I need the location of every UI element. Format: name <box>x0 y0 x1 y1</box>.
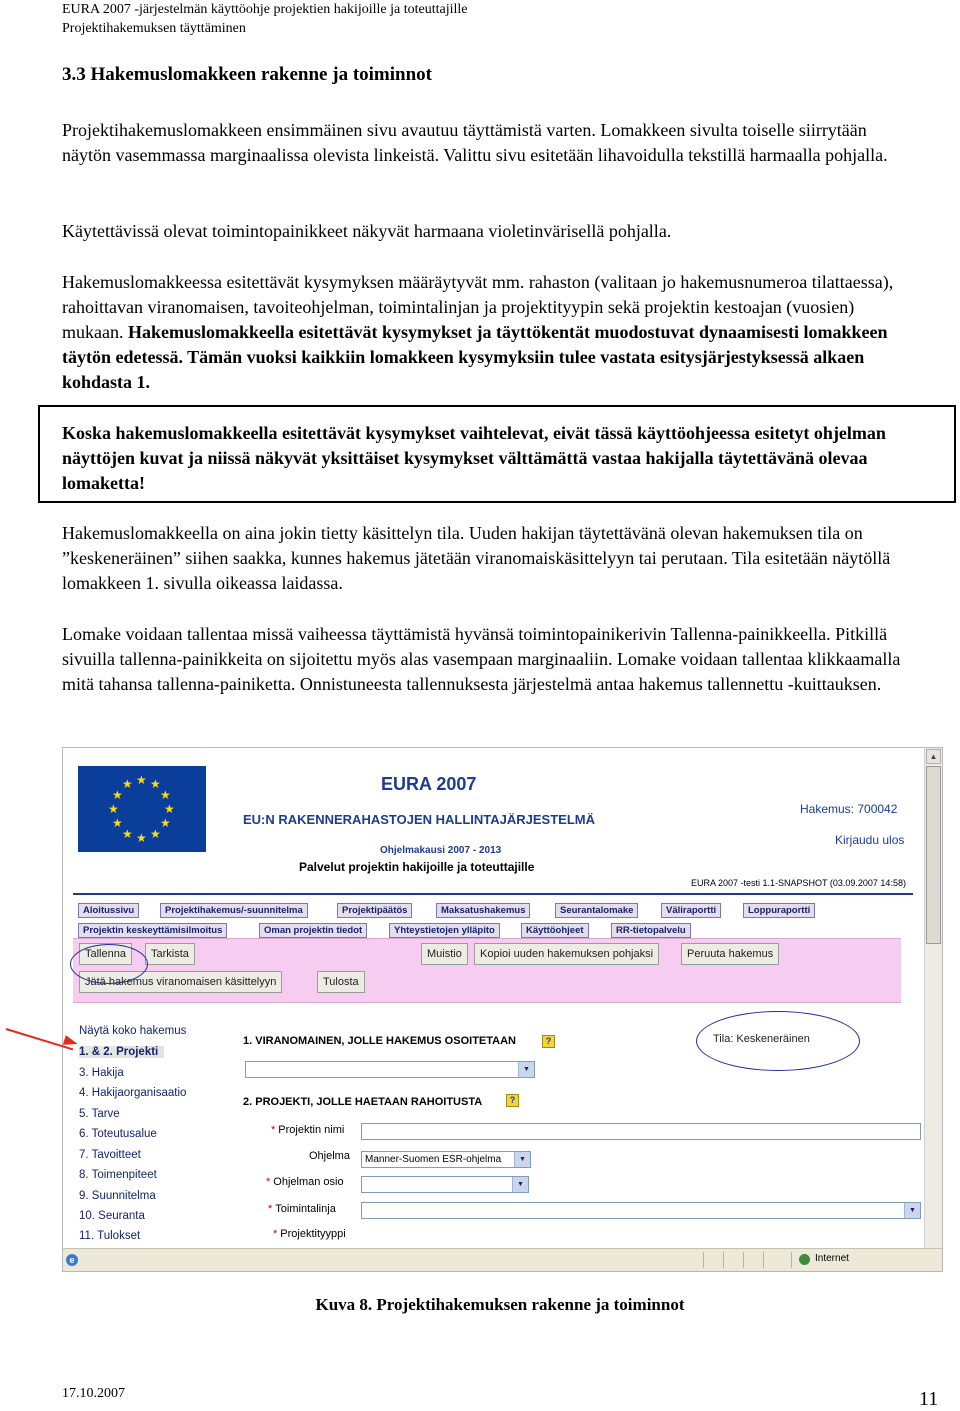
application-screenshot <box>62 747 943 1272</box>
program-select[interactable] <box>361 1151 531 1168</box>
sidebar-item-toimenpiteet[interactable]: 8. Toimenpiteet <box>79 1169 157 1181</box>
eu-star: ★ <box>164 802 175 816</box>
header-line-1: EURA 2007 -järjestelmän käyttöohje projektien hakijoille ja toteuttajille <box>62 2 468 17</box>
required-mark: * <box>273 1228 278 1240</box>
sidebar-item-seuranta[interactable]: 10. Seuranta <box>79 1210 145 1222</box>
authority-select[interactable] <box>245 1061 535 1078</box>
check-button[interactable]: Tarkista <box>145 943 195 965</box>
browser-statusbar <box>63 1248 942 1271</box>
project-type-label <box>273 1228 346 1240</box>
services-subtitle: Palvelut projektin hakijoille ja toteuttajille <box>299 860 535 874</box>
eu-star: ★ <box>136 831 147 845</box>
nav-rr-tietopalvelu[interactable]: RR-tietopalvelu <box>611 923 691 938</box>
sidebar-item-hakijaorganisaatio[interactable]: 4. Hakijaorganisaatio <box>79 1087 187 1099</box>
paragraph-3-normal: Hakemuslomakkeessa esitettävät kysymyksen määräytyvät mm. rahaston (valitaan jo hakemusnumeroa tilattaessa), rahoittavan viranomaisen, tavoiteohjelman, toimintalinjan ja projektityypin sekä projektin kestoajan (vuosien) mukaan. <box>62 272 894 342</box>
program-select-value: Manner-Suomen ESR-ohjelma <box>365 1154 502 1165</box>
project-type-text: Projektityyppi <box>280 1228 346 1240</box>
program-part-label <box>266 1176 344 1188</box>
nav-oman-projektin-tiedot[interactable]: Oman projektin tiedot <box>259 923 367 938</box>
application-status: Tila: Keskeneräinen <box>713 1033 810 1045</box>
sidebar-item-toteutusalue[interactable]: 6. Toteutusalue <box>79 1128 157 1140</box>
globe-icon <box>799 1254 810 1265</box>
page-number: 11 <box>919 1388 939 1410</box>
system-title: EU:N RAKENNERAHASTOJEN HALLINTAJÄRJESTELMÄ <box>243 812 595 827</box>
eu-star: ★ <box>122 777 133 791</box>
statusbar-cell <box>791 1252 792 1268</box>
warning-box <box>38 405 956 503</box>
sidebar-show-all[interactable]: Näytä koko hakemus <box>79 1025 187 1037</box>
sidebar-item-suunnitelma[interactable]: 9. Suunnitelma <box>79 1190 156 1202</box>
annotation-circle-save <box>70 944 148 984</box>
print-button[interactable]: Tulosta <box>317 971 365 993</box>
sidebar-item-tavoitteet[interactable]: 7. Tavoitteet <box>79 1149 141 1161</box>
nav-seurantalomake[interactable]: Seurantalomake <box>555 903 638 918</box>
eu-star: ★ <box>112 788 123 802</box>
paragraph-1: Projektihakemuslomakkeen ensimmäinen sivu avautuu täyttämistä varten. Lomakkeen sivulta toiselle siirrytään näytön vasemmassa marginaalissa olevista linkeistä. Valittu sivu esitetään lihavoidulla tekstillä harmaalla pohjalla. <box>62 120 888 165</box>
program-part-select[interactable] <box>361 1176 529 1193</box>
section-title: 3.3 Hakemuslomakkeen rakenne ja toiminnot <box>62 64 432 85</box>
paragraph-5: Lomake voidaan tallentaa missä vaiheessa täyttämistä hyvänsä toimintopainikerivin Tallenna-painikkeella. Pitkillä sivuilla tallenna-painikkeita on sijoitettu myös alas vasempaan marginaaliin. Lomake voidaan tallentaa klikkaamalla mitä tahansa tallenna-painiketta. Onnistuneesta tallennuksesta järjestelmä antaa hakemus tallennettu -kuittauksen. <box>62 624 901 694</box>
eu-star: ★ <box>112 816 123 830</box>
logout-link[interactable]: Kirjaudu ulos <box>835 833 905 847</box>
chevron-down-icon: ▼ <box>518 1062 534 1077</box>
eu-star: ★ <box>150 777 161 791</box>
statusbar-cell <box>723 1252 724 1268</box>
submit-application-button[interactable]: Jätä hakemus viranomaisen käsittelyyn <box>79 971 282 993</box>
document-header <box>62 0 468 38</box>
nav-valiraportti[interactable]: Väliraportti <box>661 903 721 918</box>
sidebar-item-tulokset[interactable]: 11. Tulokset <box>79 1230 141 1242</box>
version-info: EURA 2007 -testi 1.1-SNAPSHOT (03.09.2007 14:58) <box>691 878 906 888</box>
required-mark: * <box>266 1176 271 1188</box>
nav-kayttoohjeet[interactable]: Käyttöohjeet <box>521 923 589 938</box>
project-name-input[interactable] <box>361 1123 921 1140</box>
cancel-application-button[interactable]: Peruuta hakemus <box>681 943 779 965</box>
help-icon[interactable]: ? <box>506 1094 519 1107</box>
section-1-title: 1. VIRANOMAINEN, JOLLE HAKEMUS OSOITETAAN <box>243 1035 516 1047</box>
sidebar-item-projekti[interactable]: 1. & 2. Projekti <box>79 1046 164 1058</box>
statusbar-cell <box>763 1252 764 1268</box>
copy-application-button[interactable]: Kopioi uuden hakemuksen pohjaksi <box>474 943 659 965</box>
scrollbar-thumb[interactable] <box>926 766 941 944</box>
eu-star: ★ <box>108 802 119 816</box>
nav-loppuraportti[interactable]: Loppuraportti <box>743 903 815 918</box>
eu-star: ★ <box>136 773 147 787</box>
help-icon[interactable]: ? <box>542 1035 555 1048</box>
chevron-down-icon: ▼ <box>904 1203 920 1218</box>
eu-flag <box>78 766 206 852</box>
priority-axis-select[interactable] <box>361 1202 921 1219</box>
header-line-2: Projektihakemuksen täyttäminen <box>62 21 246 36</box>
program-part-text: Ohjelman osio <box>273 1176 344 1188</box>
required-mark: * <box>271 1124 276 1136</box>
nav-keskeyttamisilmoitus[interactable]: Projektin keskeyttämisilmoitus <box>78 923 227 938</box>
eu-star: ★ <box>160 816 171 830</box>
statusbar-cell <box>743 1252 744 1268</box>
program-period: Ohjelmakausi 2007 - 2013 <box>380 845 502 856</box>
security-zone-label: Internet <box>815 1253 849 1264</box>
scroll-up-icon[interactable]: ▲ <box>926 749 941 764</box>
project-name-text: Projektin nimi <box>278 1124 345 1136</box>
priority-axis-label <box>268 1203 336 1215</box>
required-mark: * <box>268 1203 273 1215</box>
paragraph-2: Käytettävissä olevat toimintopainikkeet näkyvät harmaana violetinvärisellä pohjalla. <box>62 221 672 241</box>
chevron-down-icon: ▼ <box>514 1152 530 1167</box>
sidebar-item-tarve[interactable]: 5. Tarve <box>79 1108 120 1120</box>
annotation-circle-status <box>696 1011 860 1071</box>
paragraph-4: Hakemuslomakkeella on aina jokin tietty käsittelyn tila. Uuden hakijan täytettävänä olevan hakemuksen tila on ”keskeneräinen” siihen saakka, kunnes hakemus jätetään viranomaiskäsittelyyn tai perutaan. Tila esitetään näytöllä lomakkeen 1. sivulla oikeassa laidassa. <box>62 523 891 593</box>
app-title: EURA 2007 <box>381 774 477 794</box>
header-divider <box>73 893 913 895</box>
project-name-label <box>271 1124 344 1136</box>
vertical-scrollbar[interactable] <box>924 748 942 1248</box>
nav-yhteystietojen-yllapito[interactable]: Yhteystietojen ylläpito <box>389 923 500 938</box>
application-number: Hakemus: 700042 <box>800 802 898 816</box>
paragraph-3 <box>62 270 912 395</box>
nav-aloitussivu[interactable]: Aloitussivu <box>78 903 139 918</box>
action-bar <box>73 938 901 1003</box>
nav-maksatushakemus[interactable]: Maksatushakemus <box>436 903 530 918</box>
nav-projektipaatos[interactable]: Projektipäätös <box>337 903 412 918</box>
ie-page-icon: e <box>66 1254 78 1266</box>
statusbar-cell <box>703 1252 704 1268</box>
eu-star: ★ <box>150 827 161 841</box>
paragraph-3-bold: Hakemuslomakkeella esitettävät kysymykset ja täyttökentät muodostuvat dynaamisesti lomakkeen täytön edetessä. Tämän vuoksi kaikkiin lomakkeen kysymyksiin tulee vastata esitysjärjestyksessä alkaen kohdasta 1. <box>62 322 888 392</box>
figure-caption: Kuva 8. Projektihakemuksen rakenne ja toiminnot <box>315 1295 685 1314</box>
footer-date: 17.10.2007 <box>62 1386 125 1401</box>
sidebar-item-hakija[interactable]: 3. Hakija <box>79 1067 124 1079</box>
warning-text: Koska hakemuslomakkeella esitettävät kysymykset vaihtelevat, eivät tässä käyttöohjeessa esitetyt ohjelman näyttöjen kuvat ja niissä näkyvät yksittäiset kysymykset välttämättä vastaa hakijalla täytettävänä olevaa lomaketta! <box>62 423 886 493</box>
priority-axis-text: Toimintalinja <box>275 1203 336 1215</box>
nav-projektihakemus[interactable]: Projektihakemus/-suunnitelma <box>160 903 308 918</box>
eu-star: ★ <box>160 788 171 802</box>
program-label: Ohjelma <box>309 1150 350 1162</box>
memo-button[interactable]: Muistio <box>421 943 468 965</box>
eu-star: ★ <box>122 827 133 841</box>
save-button[interactable]: Tallenna <box>79 943 132 965</box>
section-2-title: 2. PROJEKTI, JOLLE HAETAAN RAHOITUSTA <box>243 1096 483 1108</box>
chevron-down-icon: ▼ <box>512 1177 528 1192</box>
